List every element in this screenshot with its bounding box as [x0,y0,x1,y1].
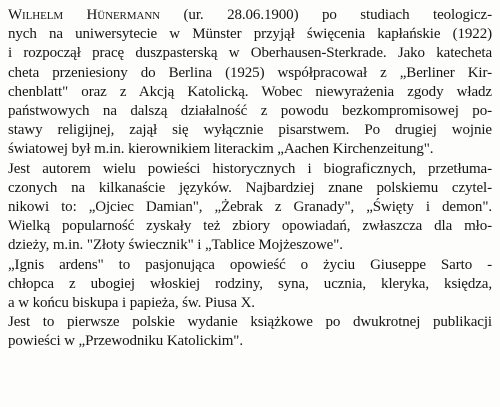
text-line: państwowych na dalszą działalność z powodu bezkompromisowej po- [8,103,492,120]
author-name: Wilhelm Hünermann [8,7,161,23]
text-line: cheta przeniesiony do Berlina (1925) współpracował z „Berliner Kir- [8,64,492,81]
paragraph-biography [8,6,492,160]
text-line: chenblatt" oraz z Akcją Katolicką. Wobec niewyrażenia zgody władz [8,83,492,100]
text-line: Wielką popularność zyskały też zbiory opowiadań, zwłaszcza dla mło- [8,218,492,235]
text-line [8,6,492,25]
text-line: nikowi to: „Ojciec Damian", „Żebrak z Granady", „Święty i demon". [8,199,492,216]
text-line: stawy religijnej, zajął się wyłącznie pisarstwem. Po drugiej wojnie [8,122,492,139]
text-line: powieści w „Przewodniku Katolickim". [8,333,243,350]
text-line: światowej był m.in. kierownikiem literackim „Aachen Kirchenzeitung". [8,141,434,158]
text-line-fragment: (ur. 28.06.1900) po studiach teologicz- [160,7,492,23]
paragraph-ignis-ardens [8,256,492,314]
text-line: a w końcu biskupa i papieża, św. Piusa X. [8,295,255,312]
text-line: Jest autorem wielu powieści historycznych i biograficznych, przetłuma- [8,160,492,177]
paragraph-edition-note [8,313,492,351]
text-line: Jest to pierwsze polskie wydanie książkowe po dwukrotnej publikacji [8,314,492,331]
book-blurb-text [8,6,492,352]
text-line: chłopca z ubogiej włoskiej rodziny, syna, ucznia, kleryka, księdza, [8,275,492,292]
text-line: czonych na kilkanaście języków. Najbardziej znane polskiemu czytel- [8,179,492,196]
text-line: dzieży, m.in. "Złoty świecznik" i „Tablice Mojżeszowe". [8,237,343,254]
text-line: „Ignis ardens" to pasjonująca opowieść o życiu Giuseppe Sarto - [8,256,492,273]
text-line: i rozpoczął pracę duszpasterską w Oberhausen-Sterkrade. Jako katecheta [8,45,492,62]
text-line: nych na uniwersytecie w Münster przyjął święcenia kapłańskie (1922) [8,26,492,43]
paragraph-works [8,160,492,256]
